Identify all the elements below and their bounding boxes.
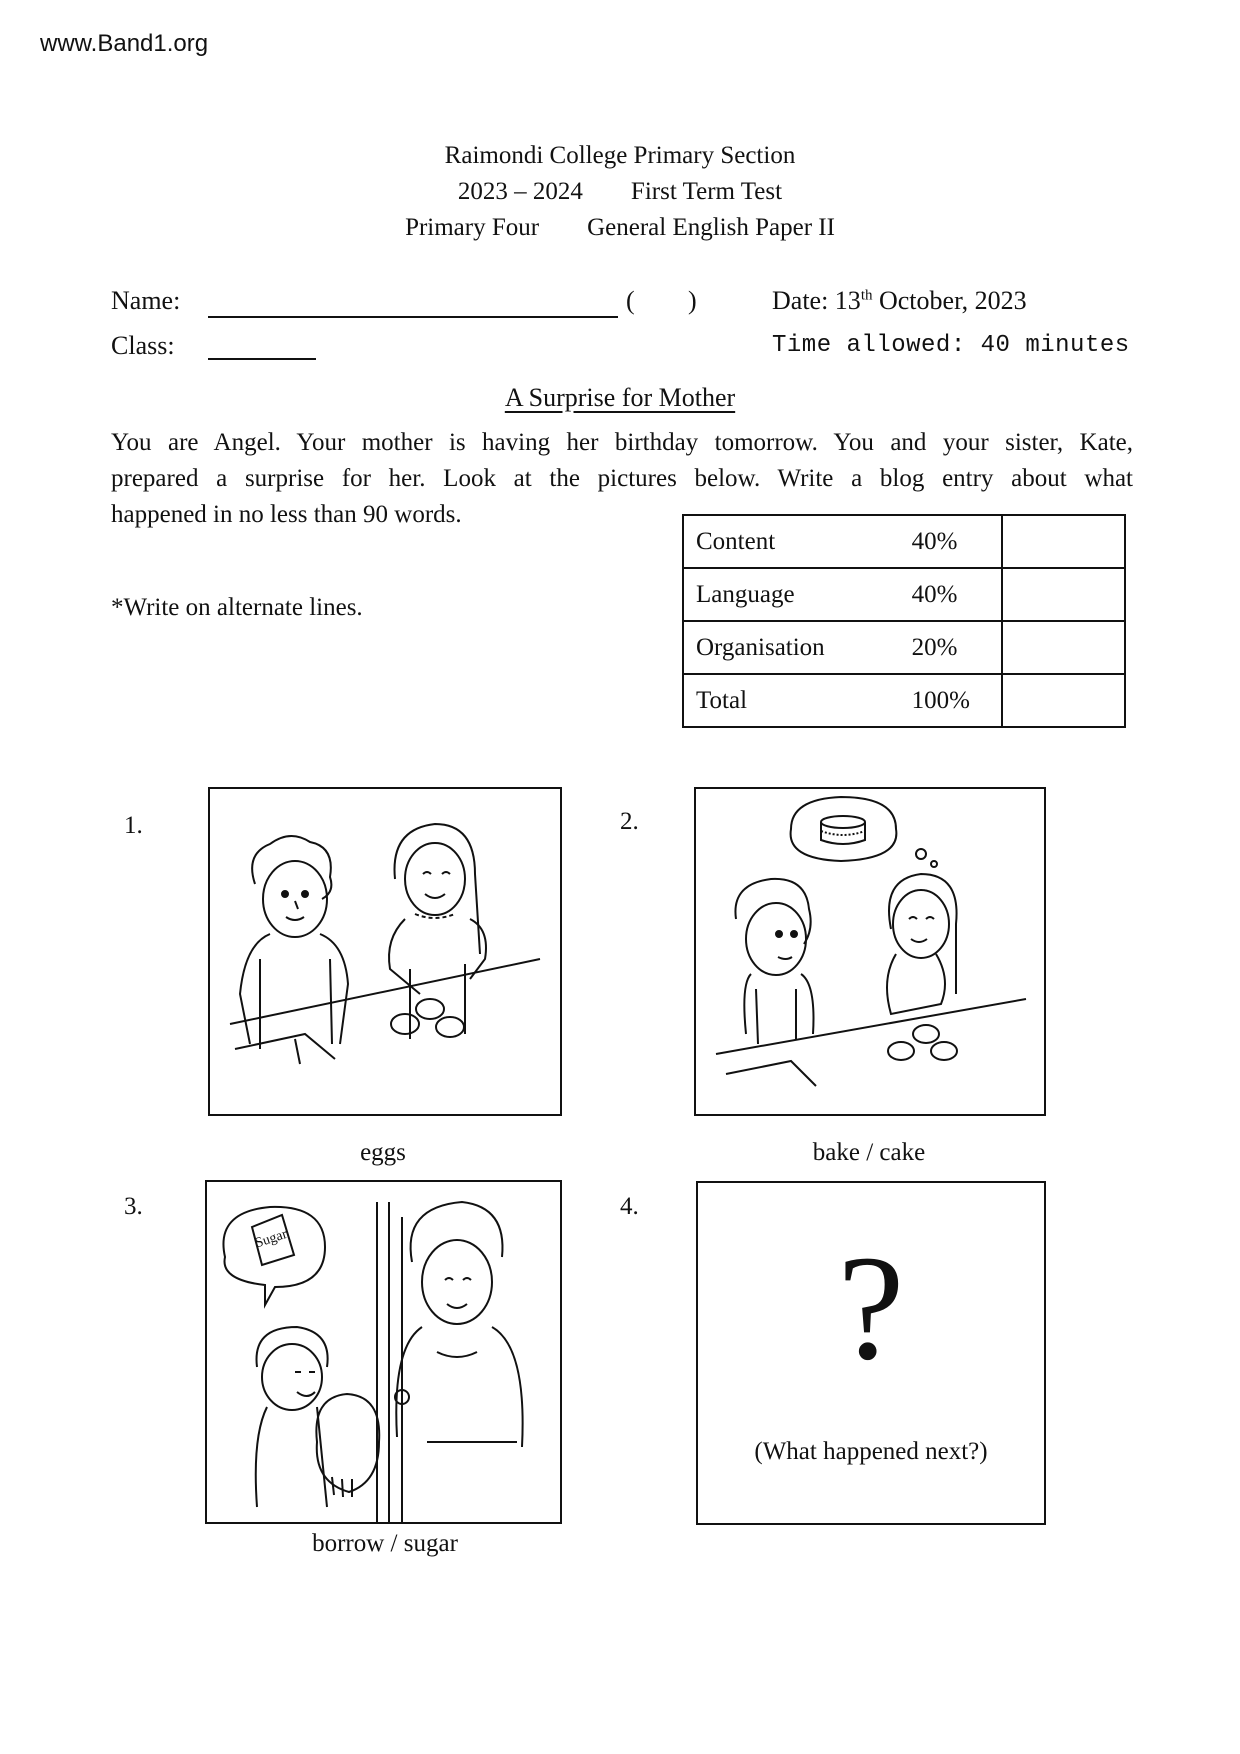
weight: 20%: [900, 621, 1002, 674]
time-allowed: Time allowed: 40 minutes: [772, 332, 1130, 359]
school-year: 2023 – 2024: [457, 178, 583, 205]
marking-row: [683, 621, 1125, 674]
instruction-line-3: happened in no less than 90 words.: [111, 501, 462, 528]
question-mark: ?: [837, 1225, 905, 1391]
composition-title: A Surprise for Mother: [504, 383, 736, 412]
number-close-paren: ): [688, 286, 697, 315]
paper-title: General English Paper II: [587, 214, 835, 241]
picture-1-caption: eggs: [360, 1139, 406, 1166]
criterion: Organisation: [683, 621, 900, 674]
instruction-line-1: You are Angel. Your mother is having her birthday tomorrow. You and your sister, Kate,: [111, 429, 1133, 456]
picture-4-caption: (What happened next?): [754, 1438, 988, 1465]
site-url: www.Band1.org: [40, 30, 209, 57]
picture-4-panel: [696, 1181, 1046, 1525]
picture-1-panel: [208, 787, 562, 1116]
class-level: Primary Four: [405, 214, 540, 241]
test-date: Date: 13th October, 2023: [772, 286, 1027, 315]
criterion: Content: [683, 515, 900, 568]
class-label: Class:: [111, 331, 175, 360]
name-field[interactable]: [208, 316, 618, 318]
test-info: [0, 178, 1240, 206]
picture-1-number: 1.: [124, 812, 143, 839]
picture-2-drawing: [696, 789, 1044, 1114]
picture-2-number: 2.: [620, 808, 639, 835]
school-name: Raimondi College Primary Section: [444, 142, 796, 169]
score-cell[interactable]: [1002, 515, 1125, 568]
picture-4-number: 4.: [620, 1193, 639, 1220]
instruction-line-2: prepared a surprise for her. Look at the pictures below. Write a blog entry about what: [111, 465, 1133, 492]
marking-row: [683, 515, 1125, 568]
class-field[interactable]: [208, 358, 316, 360]
criterion: Language: [683, 568, 900, 621]
sugar-bag-label: Sugar: [253, 1226, 290, 1252]
weight: 40%: [900, 515, 1002, 568]
marking-row: [683, 674, 1125, 727]
write-note: *Write on alternate lines.: [111, 594, 363, 621]
picture-3-panel: [205, 1180, 562, 1524]
picture-3-number: 3.: [124, 1193, 143, 1220]
weight: 40%: [900, 568, 1002, 621]
picture-3-caption: borrow / sugar: [312, 1530, 458, 1557]
number-open-paren: (: [626, 286, 635, 315]
criterion: Total: [683, 674, 900, 727]
score-cell[interactable]: [1002, 674, 1125, 727]
marking-table: [682, 514, 1126, 728]
picture-3-drawing: [207, 1182, 560, 1522]
name-label: Name:: [111, 286, 181, 315]
paper-info: [0, 214, 1240, 242]
marking-row: [683, 568, 1125, 621]
picture-1-drawing: [210, 789, 560, 1114]
score-cell[interactable]: [1002, 568, 1125, 621]
term-title: First Term Test: [630, 178, 783, 205]
score-cell[interactable]: [1002, 621, 1125, 674]
picture-2-panel: [694, 787, 1046, 1116]
picture-2-caption: bake / cake: [812, 1139, 926, 1166]
weight: 100%: [900, 674, 1002, 727]
